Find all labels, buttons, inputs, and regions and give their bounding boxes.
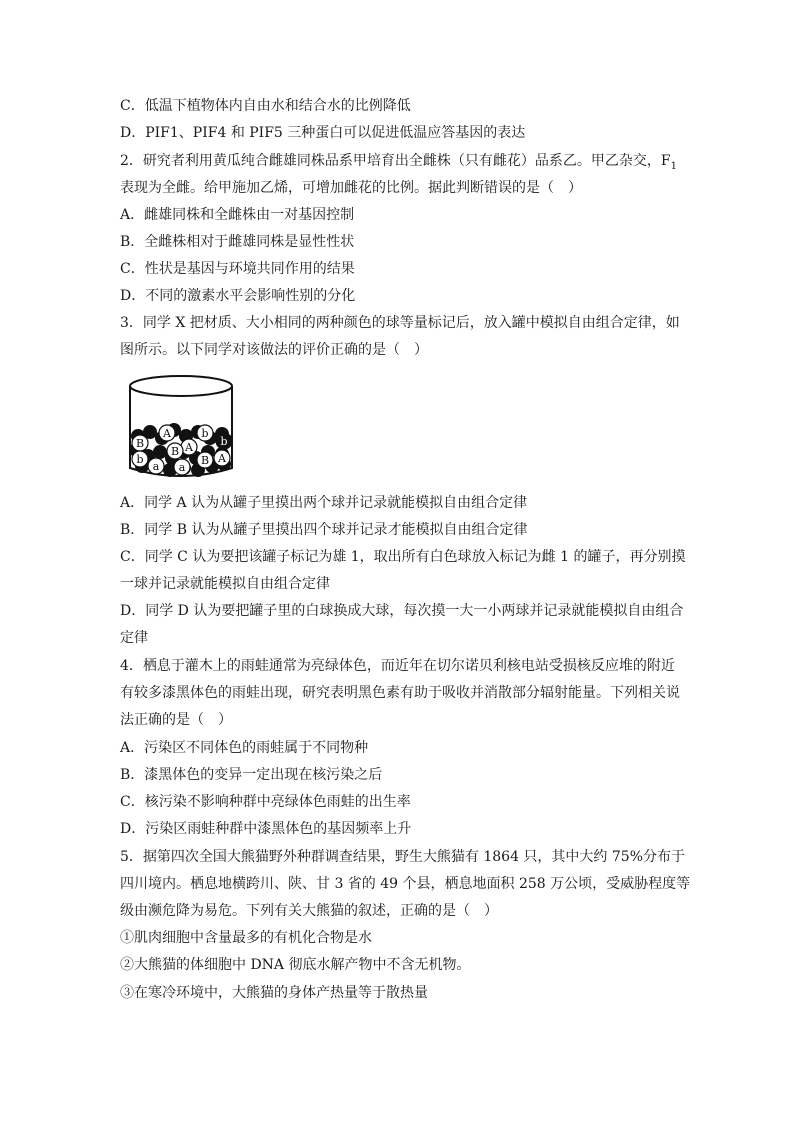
q3-option-d-line-1: D．同学 D 认为要把罐子里的白球换成大球，每次摸一大一小两球并记录就能模拟自由组合 bbox=[120, 603, 684, 619]
ball-10 bbox=[197, 452, 213, 468]
ball-2 bbox=[159, 425, 175, 441]
q4-option-a: A．污染区不同体色的雨蛙属于不同物种 bbox=[120, 740, 369, 756]
q4-option-b: B．漆黑体色的变异一定出现在核污染之后 bbox=[120, 767, 383, 783]
ball-11 bbox=[214, 450, 230, 466]
q2-option-c: C．性状是基因与环境共同作用的结果 bbox=[120, 261, 355, 277]
ball-label: A bbox=[218, 452, 226, 465]
option-c-prev: C．低温下植物体内自由水和结合水的比例降低 bbox=[120, 98, 411, 114]
black-ball-11 bbox=[153, 445, 167, 459]
q5-stem-line-3: 级由濒危降为易危。下列有关大熊猫的叙述，正确的是（ ） bbox=[120, 903, 498, 919]
q2-stem-subscript: 1 bbox=[670, 160, 677, 172]
q5-statement-1: ①肌肉细胞中含量最多的有机化合物是水 bbox=[120, 930, 372, 946]
ball-label: B bbox=[200, 454, 210, 467]
q4-option-d: D．污染区雨蛙种群中漆黑体色的基因频率上升 bbox=[120, 821, 412, 837]
ball-7 bbox=[148, 458, 164, 474]
ball-4 bbox=[216, 433, 232, 449]
q2-option-b: B．全雌株相对于雌雄同株是显性性状 bbox=[120, 234, 355, 250]
q2-stem-line-2: 表现为全雌。给甲施加乙烯，可增加雌花的比例。据此判断错误的是（ ） bbox=[120, 180, 582, 196]
q3-option-d-line-2: 定律 bbox=[120, 630, 148, 646]
q5-statement-2: ②大熊猫的体细胞中 DNA 彻底水解产物中不含无机物。 bbox=[120, 957, 471, 973]
ball-3 bbox=[197, 425, 213, 441]
q3-option-c-line-1: C．同学 C 认为要把该罐子标记为雄 1，取出所有白色球放入标记为雌 1 的罐子，再分别摸 bbox=[120, 549, 686, 565]
ball-label: b bbox=[201, 427, 209, 440]
ball-label: B bbox=[170, 445, 180, 458]
q4-stem-line-2: 有较多漆黑体色的雨蛙出现，研究表明黑色素有助于吸收并消散部分辐射能量。下列相关说 bbox=[120, 685, 680, 701]
ball-label: b bbox=[220, 435, 228, 448]
ball-label: A bbox=[185, 441, 193, 454]
ball-label: b bbox=[136, 453, 144, 466]
q2-stem-text: 2．研究者利用黄瓜纯合雌雄同株品系甲培育出全雌株（只有雌花）品系乙。甲乙杂交，F bbox=[120, 153, 671, 169]
option-d-prev: D．PIF1、PIF4 和 PIF5 三种蛋白可以促进低温应答基因的表达 bbox=[120, 125, 526, 141]
q5-stem-line-2: 四川境内。栖息地横跨川、陕、甘 3 省的 49 个县，栖息地面积 258 万公顷，受威胁程度等 bbox=[120, 876, 691, 892]
ball-6 bbox=[167, 443, 183, 459]
ball-label: a bbox=[152, 460, 160, 473]
q2-option-d: D．不同的激素水平会影响性别的分化 bbox=[120, 288, 356, 304]
q3-stem-line-2: 图所示。以下同学对该做法的评价正确的是（ ） bbox=[120, 342, 428, 358]
ball-8 bbox=[132, 451, 148, 467]
q3-stem-line-1: 3．同学 X 把材质、大小相同的两种颜色的球等量标记后，放入罐中模拟自由组合定律，如 bbox=[120, 315, 680, 331]
jar-figure bbox=[126, 372, 236, 484]
q3-option-b: B．同学 B 认为从罐子里摸出四个球并记录才能模拟自由组合定律 bbox=[120, 522, 528, 538]
q3-option-a: A．同学 A 认为从罐子里摸出两个球并记录就能模拟自由组合定律 bbox=[120, 495, 528, 511]
q4-stem-line-1: 4．栖息于灌木上的雨蛙通常为亮绿体色，而近年在切尔诺贝利核电站受损核反应堆的附近 bbox=[120, 658, 675, 674]
ball-label: a bbox=[178, 461, 186, 474]
q2-stem-line-1 bbox=[120, 152, 680, 176]
q5-statement-3: ③在寒冷环境中，大熊猫的身体产热量等于散热量 bbox=[120, 985, 428, 1001]
q5-stem-line-1: 5．据第四次全国大熊猫野外种群调查结果，野生大熊猫有 1864 只，其中大约 75%分布于 bbox=[120, 849, 686, 865]
ball-1 bbox=[132, 435, 148, 451]
q2-option-a: A．雌雄同株和全雌株由一对基因控制 bbox=[120, 207, 355, 223]
ball-label: B bbox=[135, 437, 145, 450]
q4-stem-line-3: 法正确的是（ ） bbox=[120, 712, 232, 728]
ball-label: A bbox=[163, 427, 171, 440]
q3-option-c-line-2: 一球并记录就能模拟自由组合定律 bbox=[120, 576, 330, 592]
ball-9 bbox=[174, 459, 190, 475]
q4-option-c: C．核污染不影响种群中亮绿体色雨蛙的出生率 bbox=[120, 794, 411, 810]
